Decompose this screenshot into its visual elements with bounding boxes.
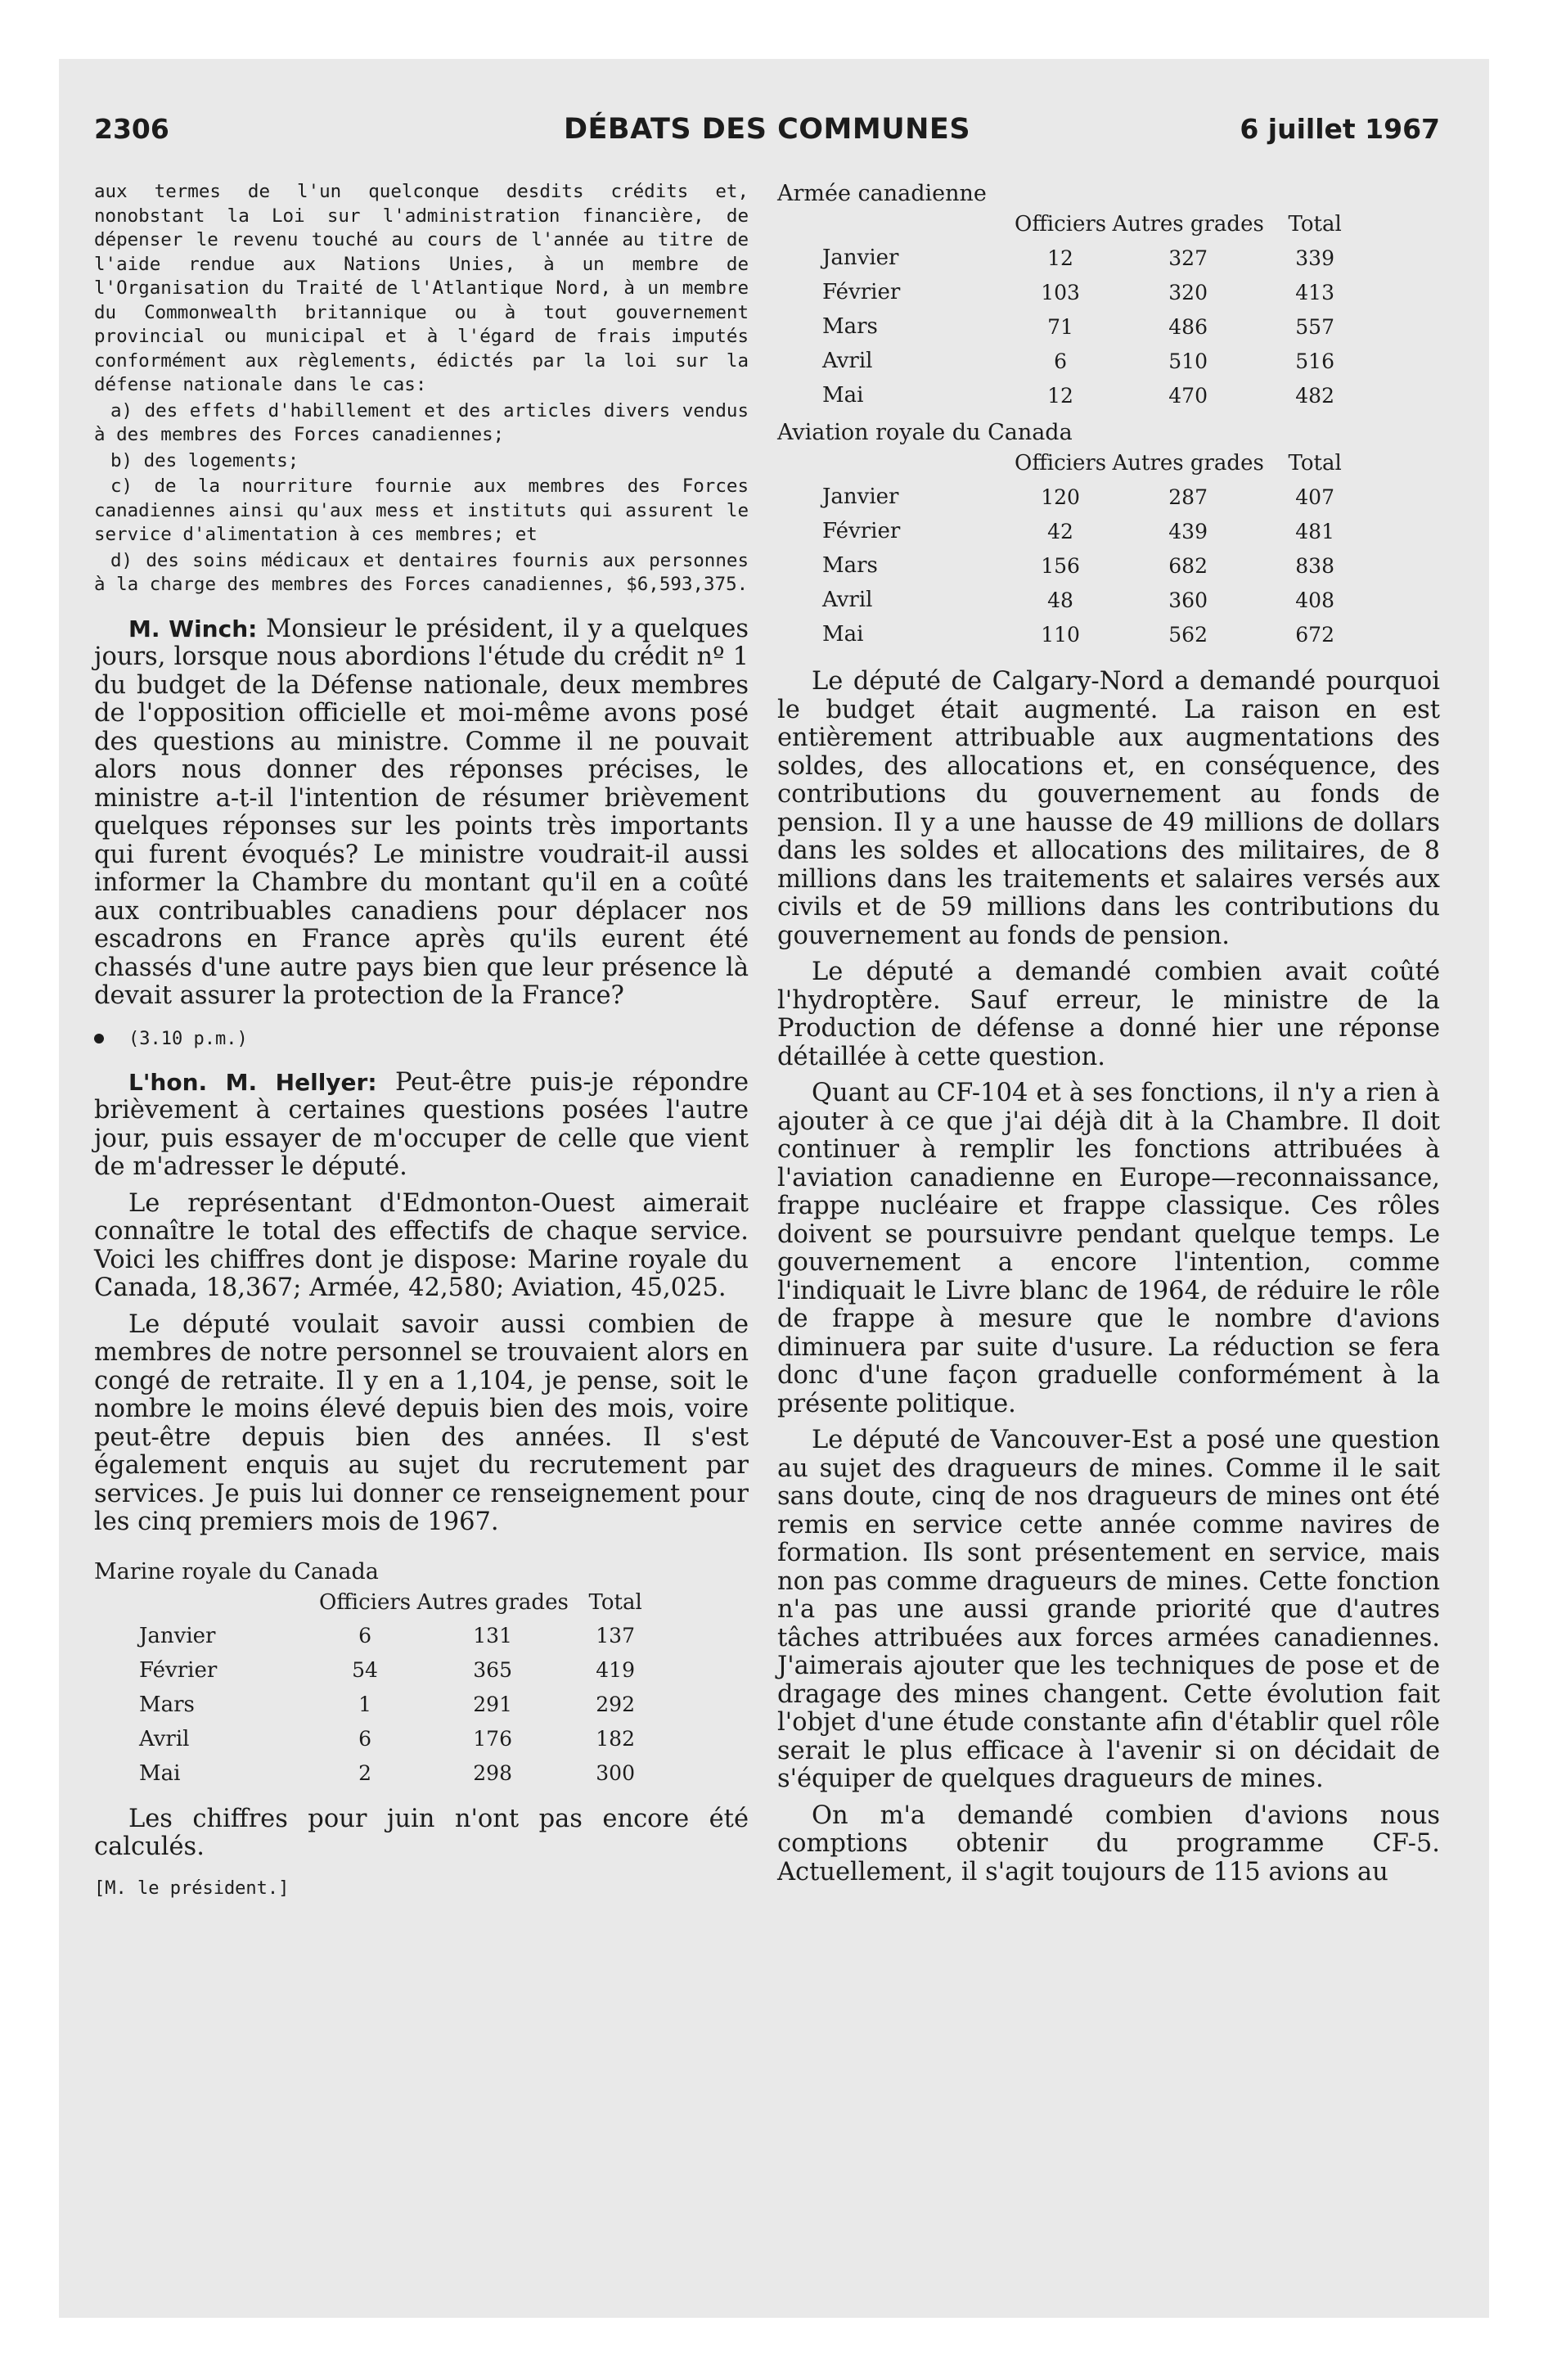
publication-title: DÉBATS DES COMMUNES	[563, 113, 971, 146]
table-row	[822, 241, 1360, 275]
aviation-table-title: Aviation royale du Canada	[777, 420, 1073, 445]
time-stamp	[94, 1029, 749, 1049]
month-cell: Avril	[139, 1726, 190, 1751]
aviation-table-block	[777, 419, 1440, 651]
marine-table	[139, 1586, 656, 1791]
month-cell: Mars	[822, 553, 878, 578]
vote-item-b: b) des logements;	[110, 449, 299, 471]
total-cell: 137	[596, 1624, 635, 1648]
autres-grades-cell: 176	[473, 1727, 512, 1751]
footer-note: [M. le président.]	[94, 1877, 290, 1899]
month-cell: Janvier	[822, 485, 899, 509]
officiers-cell: 6	[1054, 349, 1068, 373]
autres-grades-cell: 470	[1168, 383, 1208, 408]
total-cell: 481	[1295, 519, 1334, 543]
armee-table	[822, 208, 1360, 412]
hellyer-text: Peut-être puis-je répondre brièvement à certaines questions posées l'autre jour, puis essayer de m'occuper de celle que vient de m'adresser le député.	[94, 1067, 749, 1181]
marine-table-title: Marine royale du Canada	[94, 1558, 379, 1584]
table-row	[139, 1619, 656, 1653]
autres-grades-cell: 486	[1168, 314, 1208, 339]
table-row	[822, 583, 1360, 617]
marine-table-block	[94, 1558, 749, 1791]
total-cell: 408	[1295, 588, 1334, 612]
total-cell: 300	[596, 1761, 635, 1785]
total-cell: 516	[1295, 349, 1334, 373]
table-row	[822, 548, 1360, 583]
officiers-cell: 156	[1041, 553, 1080, 578]
total-cell: 557	[1295, 314, 1334, 339]
officiers-cell: 54	[352, 1658, 378, 1682]
autres-grades-cell: 365	[473, 1658, 512, 1682]
autres-grades-cell: 682	[1168, 553, 1208, 578]
page-date: 6 juillet 1967	[1240, 113, 1440, 145]
budget-paragraph: Le député de Calgary-Nord a demandé pourquoi le budget était augmenté. La raison en est entièrement attribuable aux augmentations des soldes, des allocations et, en conséquence, des contributions du gouvernement au fonds de pension. Il y a une hausse de 49 millions de dollars dans les soldes et allocations des militaires, de 8 millions dans les traitements et salaires versés aux civils et de 59 millions dans les contributions du gouvernement au fonds de pension.	[777, 667, 1440, 950]
table-row	[822, 275, 1360, 309]
cf5-paragraph: On m'a demandé combien d'avions nous comptions obtenir du programme CF-5. Actuellement, il s'agit toujours de 115 avions au	[777, 1801, 1440, 1886]
col-officiers: Officiers	[1015, 451, 1107, 476]
total-cell: 413	[1295, 280, 1334, 304]
month-cell: Avril	[822, 588, 873, 612]
cf104-paragraph: Quant au CF-104 et à ses fonctions, il n'y a rien à ajouter à ce que j'ai déjà dit à la Chambre. Il doit continuer à remplir les fonctions attribuées à l'aviation canadienne en Europe—reconnaissance, frappe nucléaire et frappe classique. Ces rôles doivent se poursuivre pendant quelque temps. Le gouvernement a encore l'intention, comme l'indiquait le Livre blanc de 1964, de réduire le rôle de frappe à mesure que le nombre d'avions diminuera par suite d'usure. La réduction se fera donc d'une façon graduelle conformément à la présente politique.	[777, 1079, 1440, 1418]
hydroptere-paragraph: Le député a demandé combien avait coûté l'hydroptère. Sauf erreur, le ministre de la Production de défense a donné hier une réponse détaillée à cette question.	[777, 958, 1440, 1071]
month-cell: Mars	[139, 1692, 195, 1717]
table-row	[822, 309, 1360, 344]
month-cell: Février	[822, 280, 901, 304]
autres-grades-cell: 562	[1168, 622, 1208, 647]
page-header	[94, 113, 1440, 154]
officiers-cell: 120	[1041, 485, 1080, 509]
officiers-cell: 1	[358, 1693, 372, 1716]
autres-grades-cell: 287	[1168, 485, 1208, 509]
aviation-table	[822, 447, 1360, 651]
month-cell: Janvier	[822, 246, 899, 270]
autres-grades-cell: 327	[1168, 246, 1208, 270]
table-row	[139, 1756, 656, 1791]
autres-grades-cell: 131	[473, 1624, 512, 1648]
speaker-winch: M. Winch:	[128, 615, 258, 642]
col-officiers: Officiers	[1015, 212, 1107, 237]
hellyer-paragraph	[94, 1069, 749, 1182]
autres-grades-cell: 510	[1168, 349, 1208, 373]
month-cell: Mai	[822, 622, 864, 647]
autres-grades-cell: 360	[1168, 588, 1208, 612]
time-text: (3.10 p.m.)	[128, 1028, 248, 1049]
col-total: Total	[1288, 212, 1342, 237]
armee-table-block	[777, 180, 1440, 412]
total-cell: 182	[596, 1727, 635, 1751]
vote-item-d: d) des soins médicaux et dentaires fournis aux personnes à la charge des membres des Forces canadiennes, $6,593,375.	[94, 549, 749, 595]
col-autres-grades: Autres grades	[1112, 212, 1264, 237]
page-number: 2306	[94, 113, 169, 145]
officiers-cell: 2	[358, 1761, 372, 1785]
retraite-paragraph: Le député voulait savoir aussi combien de membres de notre personnel se trouvaient alors en congé de retraite. Il y en a 1,104, je pense, soit le nombre le moins élevé depuis bien des mois, voire peut-être depuis bien des années. Il s'est également enquis au sujet du recrutement par services. Je puis lui donner ce renseignement pour les cinq premiers mois de 1967.	[94, 1309, 749, 1536]
month-cell: Mai	[822, 383, 864, 408]
total-cell: 482	[1295, 383, 1334, 408]
right-column	[777, 180, 1440, 1886]
officiers-cell: 71	[1047, 314, 1073, 339]
winch-text: Monsieur le président, il y a quelques jours, lorsque nous abordions l'étude du crédit nº 1 du budget de la Défense nationale, deux membres de l'opposition officielle et moi-même avons posé des questions au ministre. Comme il ne pouvait alors nous donner des réponses précises, le ministre a-t-il l'intention de résumer brièvement quelques réponses sur les points très importants qui furent évoqués? Le ministre voudrait-il aussi informer la Chambre du montant qu'il en a coûté aux contribuables canadiens pour déplacer nos escadrons en France après qu'ils eurent été chassés d'une autre pays bien que leur présence là devait assurer la protection de la France?	[94, 614, 749, 1010]
officiers-cell: 12	[1047, 246, 1073, 270]
total-cell: 339	[1295, 246, 1334, 270]
officiers-cell: 12	[1047, 383, 1073, 408]
vote-intro: aux termes de l'un quelconque desdits crédits et, nonobstant la Loi sur l'administration financière, de dépenser le revenu touché au cours de l'année au titre de l'aide rendue aux Nations Unies, à un membre de l'Organisation du Traité de l'Atlantique Nord, à un membre du Commonwealth britannique ou à tout gouvernement provincial ou municipal et à l'égard de frais imputés conformément aux règlements, édictés par la loi sur la défense nationale dans le cas:	[94, 181, 749, 395]
table-row	[139, 1688, 656, 1722]
table-row	[822, 617, 1360, 651]
total-cell: 419	[596, 1658, 635, 1682]
juin-paragraph: Les chiffres pour juin n'ont pas encore été calculés.	[94, 1804, 749, 1861]
col-total: Total	[588, 1589, 642, 1615]
total-cell: 292	[596, 1693, 635, 1716]
officiers-cell: 48	[1047, 588, 1073, 612]
table-row	[139, 1722, 656, 1756]
vote-item-a: a) des effets d'habillement et des articles divers vendus à des membres des Forces canadiennes;	[94, 399, 749, 445]
table-row	[822, 480, 1360, 514]
total-cell: 407	[1295, 485, 1334, 509]
table-row	[822, 344, 1360, 378]
total-cell: 838	[1295, 553, 1334, 578]
total-cell: 672	[1295, 622, 1334, 647]
autres-grades-cell: 291	[473, 1693, 512, 1716]
month-cell: Mars	[822, 314, 878, 339]
officiers-cell: 110	[1041, 622, 1080, 647]
armee-table-title: Armée canadienne	[777, 181, 987, 206]
officiers-cell: 42	[1047, 519, 1073, 543]
speaker-hellyer: L'hon. M. Hellyer:	[128, 1068, 377, 1096]
col-officiers: Officiers	[319, 1589, 412, 1615]
autres-grades-cell: 320	[1168, 280, 1208, 304]
left-column	[94, 180, 749, 1899]
table-row	[822, 514, 1360, 548]
month-cell: Avril	[822, 349, 873, 373]
officiers-cell: 6	[358, 1727, 372, 1751]
month-cell: Février	[139, 1657, 218, 1683]
vote-item-c: c) de la nourriture fournie aux membres des Forces canadiennes ainsi qu'aux mess et instituts qui assurent le service d'alimentation à ces membres; et	[94, 476, 749, 545]
officiers-cell: 103	[1041, 280, 1080, 304]
month-cell: Janvier	[139, 1623, 216, 1648]
autres-grades-cell: 439	[1168, 519, 1208, 543]
effectifs-paragraph: Le représentant d'Edmonton-Ouest aimerait connaître le total des effectifs de chaque service. Voici les chiffres dont je dispose: Marine royale du Canada, 18,367; Armée, 42,580; Aviation, 45,025.	[94, 1188, 749, 1302]
table-row	[822, 378, 1360, 412]
col-autres-grades: Autres grades	[1112, 451, 1264, 476]
month-cell: Février	[822, 519, 901, 543]
table-row	[139, 1653, 656, 1688]
month-cell: Mai	[139, 1760, 181, 1786]
col-autres-grades: Autres grades	[416, 1589, 569, 1615]
winch-paragraph	[94, 615, 749, 1011]
col-total: Total	[1288, 451, 1342, 476]
dragueurs-paragraph: Le député de Vancouver-Est a posé une question au sujet des dragueurs de mines. Comme il le sait sans doute, cinq de nos dragueurs de mines ont été remis en service cette année comme navires de formation. Ils sont présentement en service, mais non pas comme dragueurs de mines. Cette fonction n'a pas une aussi grande priorité que d'autres tâches attribuées aux forces armées canadiennes. J'aimerais ajouter que les techniques de pose et de dragage des mines changent. Cette évolution fait l'objet d'une étude constante afin d'établir quel rôle serait le plus efficace à l'avenir si on décidait de s'équiper de quelques dragueurs de mines.	[777, 1426, 1440, 1793]
autres-grades-cell: 298	[473, 1761, 512, 1785]
bullet-icon	[94, 1034, 104, 1044]
officiers-cell: 6	[358, 1624, 372, 1648]
